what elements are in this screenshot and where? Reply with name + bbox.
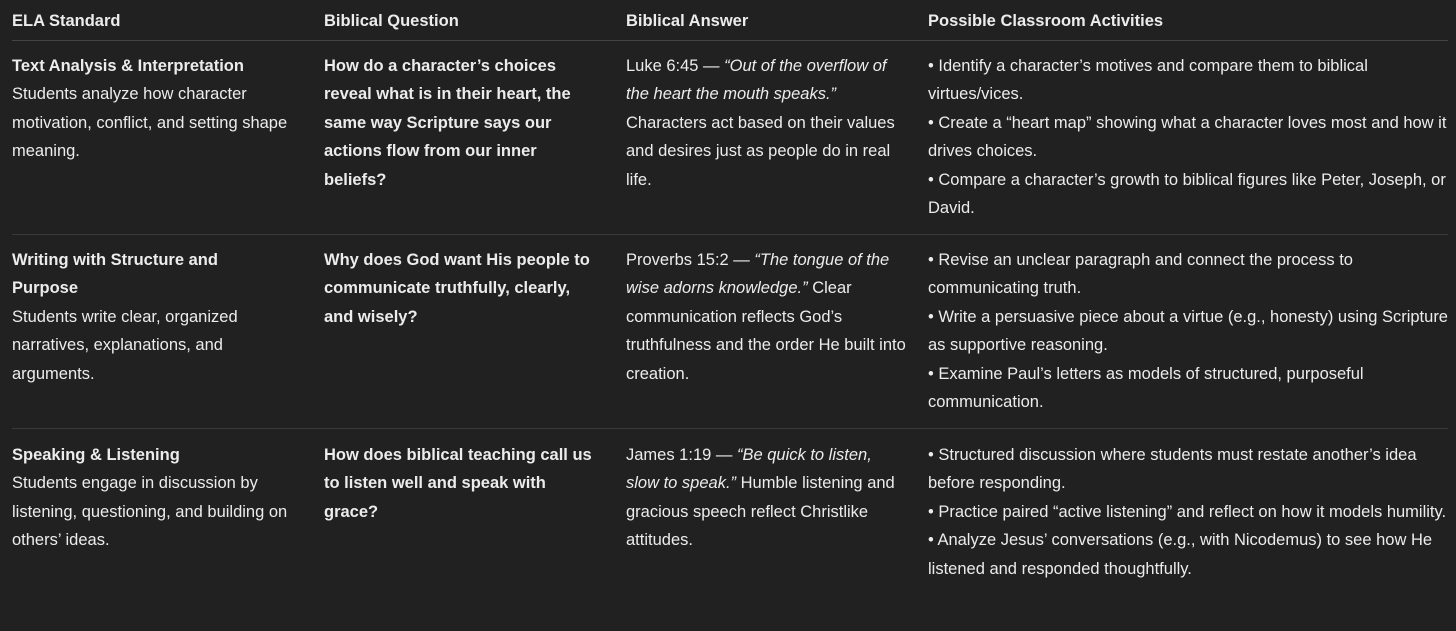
activity-item: • Analyze Jesus’ conversations (e.g., with Nicodemus) to see how He listened and responded thoughtfully. bbox=[928, 531, 1433, 578]
standard-description: Students write clear, organized narratives, explanations, and arguments. bbox=[12, 307, 238, 383]
standard-cell bbox=[12, 52, 292, 166]
table-header bbox=[12, 0, 1448, 41]
activities-cell bbox=[928, 52, 1448, 222]
answer-cell bbox=[626, 441, 906, 555]
biblical-question: How do a character’s choices reveal what is in their heart, the same way Scripture says our actions flow from our inner beliefs? bbox=[324, 57, 571, 189]
standard-title: Speaking & Listening bbox=[12, 446, 180, 464]
activities-cell bbox=[928, 246, 1448, 416]
activity-item: • Compare a character’s growth to biblical figures like Peter, Joseph, or David. bbox=[928, 170, 1446, 218]
question-cell bbox=[324, 52, 594, 194]
scripture-reference: James 1:19 — bbox=[626, 446, 737, 464]
question-cell bbox=[324, 441, 594, 526]
table-row bbox=[12, 52, 1448, 235]
table-row bbox=[12, 246, 1448, 429]
header-biblical-question: Biblical Question bbox=[324, 12, 459, 30]
activity-item: • Structured discussion where students must restate another’s idea before responding. bbox=[928, 446, 1417, 493]
answer-cell bbox=[626, 52, 906, 194]
question-cell bbox=[324, 246, 594, 331]
activity-item: • Identify a character’s motives and compare them to biblical virtues/vices. bbox=[928, 57, 1368, 104]
standard-description: Students analyze how character motivation, conflict, and setting shape meaning. bbox=[12, 85, 288, 161]
scripture-reference: Proverbs 15:2 — bbox=[626, 251, 755, 269]
biblical-question: Why does God want His people to communicate truthfully, clearly, and wisely? bbox=[324, 251, 590, 326]
answer-cell bbox=[626, 246, 906, 388]
standard-description: Students engage in discussion by listening, questioning, and building on others’ ideas. bbox=[12, 474, 288, 550]
header-biblical-answer: Biblical Answer bbox=[626, 12, 749, 30]
activity-item: • Examine Paul’s letters as models of structured, purposeful communication. bbox=[928, 364, 1364, 412]
header-classroom-activities: Possible Classroom Activities bbox=[928, 12, 1164, 30]
table-row bbox=[12, 441, 1448, 621]
answer-explanation: Characters act based on their values and desires just as people do in real life. bbox=[626, 113, 895, 189]
activities-cell bbox=[928, 441, 1448, 583]
scripture-reference: Luke 6:45 — bbox=[626, 57, 725, 75]
standard-title: Text Analysis & Interpretation bbox=[12, 57, 244, 75]
activity-item: • Revise an unclear paragraph and connect the process to communicating truth. bbox=[928, 251, 1353, 298]
activity-item: • Write a persuasive piece about a virtue (e.g., honesty) using Scripture as supportive reasoning. bbox=[928, 307, 1448, 355]
scripture-quote: “Be quick to listen, slow to speak.” bbox=[626, 446, 872, 493]
biblical-question: How does biblical teaching call us to listen well and speak with grace? bbox=[324, 446, 592, 521]
answer-explanation: Humble listening and gracious speech reflect Christlike attitudes. bbox=[626, 474, 895, 550]
scripture-quote: “Out of the overflow of the heart the mouth speaks.” bbox=[626, 57, 887, 104]
standard-cell bbox=[12, 246, 292, 388]
header-ela-standard: ELA Standard bbox=[12, 12, 121, 30]
scripture-quote: “The tongue of the wise adorns knowledge.” bbox=[626, 251, 890, 298]
activity-item: • Practice paired “active listening” and reflect on how it models humility. bbox=[928, 502, 1447, 521]
standard-cell bbox=[12, 441, 292, 555]
activity-item: • Create a “heart map” showing what a character loves most and how it drives choices. bbox=[928, 113, 1447, 161]
standard-title: Writing with Structure and Purpose bbox=[12, 251, 218, 298]
answer-explanation: Clear communication reflects God’s truthfulness and the order He built into creation. bbox=[626, 279, 906, 383]
